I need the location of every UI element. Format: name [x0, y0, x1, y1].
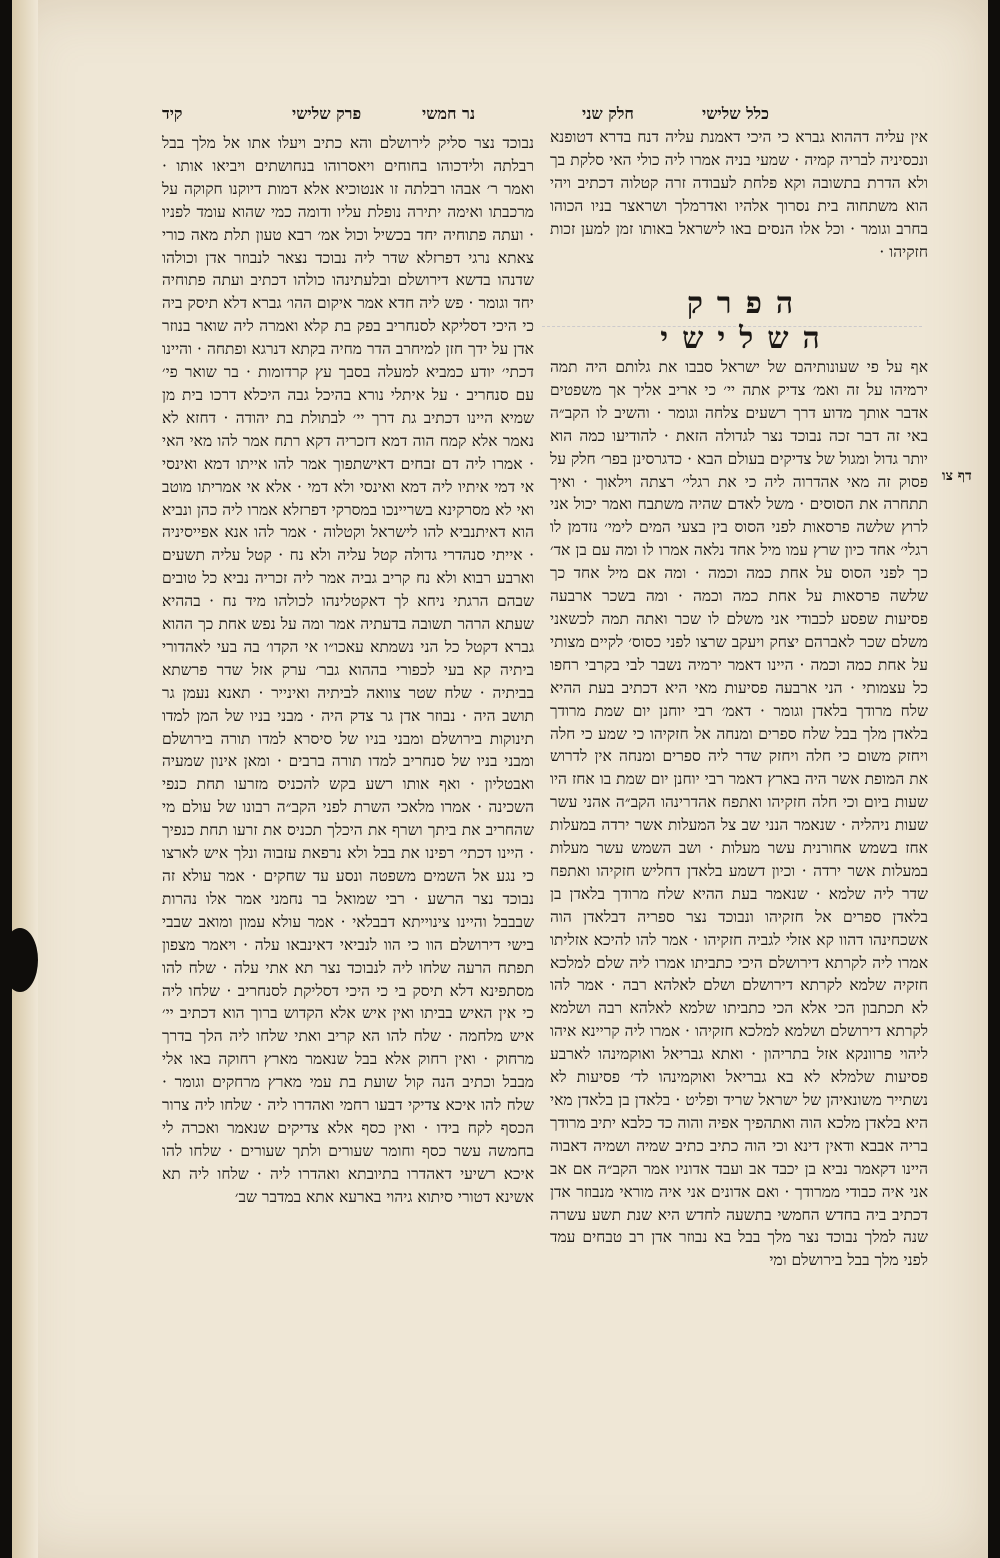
left-column-text: נבוכד נצר סליק לירושלם והא כתיב ויעלו אתו אל מלך בבל רבלתה ולידכוהו בחוחים ויאסרוהו בנחושתים ויביאו אותו · ואמר ר׳ אבהו רבלתה זו אנטוכיא אלא דמות דיוקנו חקוקה על מרכבתו ואימה יתירה נופלת עליו ודומה כמי שהוא עומד לפניו · ועתה פתוחיה יחד בכשיל וכול אמ׳ רבא טעון תלת מאה כורי צאתא נרגי דפרזלא שדר ליה נבוכד נצאר לנבוזר אדן וכולהו שדנהו בדשא דירושלם ובלעתינהו כולהו דכתיב ועתה פתוחיה יחד וגומר · פש ליה חדא אמר איקום ההו׳ גברא דלא תיסק ביה כי היכי דסליקא לסנחריב בפק בת קלא ואמרה ליה שואר בנוזר אדן על ידך חזן למיחרב הדר מחיה בקתא דנרגא ופתחה · והיינו דכתי׳ יודע כמביא למעלה בסבך עץ קרדומות · בר שואר פי׳ עם סנחריב · על איתלי נורא בהיכל גבה היכלא דרכו בית מן שמיא היינו דכתיב גת דרך יי׳ לבתולת בת יהודה · דחזא לא נאמר אלא קמח הוה דמא דזכריה דקא רתח אמר להו מאי האי · אמרו ליה דם זבחים דאישתפוך אמר להו אייתו דמא ואינסי אי דמי איתיו ליה דמא ואינסי ולא דמי · אלא אי אמריתו מוטב ואי לא מסרקינא בשריינכו במסרקי דפרזלא אמרו ליה כהן ונביא הוא דאיתנביא להו לישראל וקטלוה · אמר להו אנא אפייסיניה · אייתי סנהדרי גדולה קטל עליה ולא נח · קטל עליה תשעים וארבע רבוא ולא נח קריב גביה אמר ליה זכריה נביא כל טובים שבהם הרגתי ניחא לך דאקטלינהו לכולהו מיד נח · בההיא שעתא הרהר תשובה בדעתיה אמר ומה על נפש אחת כך ההוא גברא דקטל כל הני נשמתא עאכו״ו אי הקדו׳ בה בעי לאהדורי ביתיה קא בעי לכפורי בההוא גבר׳ ערק אזל שדר פרשתא בביתיה · שלח שטר צוואה לביתיה ואינייר · תאנא נעמן גר תושב היה · נבוזר אדן גר צדק היה · מבני בניו של המן למדו תינוקות בירושלם ומבני בניו של סיסרא למדו תורה בירושלם ומבני בניו של סנחריב למדו תורה ברבים · ומאן אינון שמעיה ואבטליון · ואף אותו רשע בקש להכניס מזרעו תחת כנפי השכינה · אמרו מלאכי השרת לפני הקב״ה רבונו של עולם מי שהחריב את ביתך ושרף את היכלך תכניס את זרעו תחת כנפיך · היינו דכתי׳ רפינו את בבל ולא נרפאת עזבוה ונלך איש לארצו כי נגע אל השמים משפטה ונסע עד שחקים · אמר עולא זה נבוכד נצר הרשע · רבי שמואל בר נחמני אמר אלו נהרות שבבבל והיינו צינוייתא דבבלאי · אמר עולא עמון ומואב שבבי בישי דירושלם הוו כי הוו לנביאי דאינבאו עלה · ויאמר מצפון תפתח הרעה שלחו ליה לנבוכד נצר תא אתי עלה · שלח להו מסתפינא דלא תיסק בי כי היכי דסליקת לסנחריב · שלחו ליה כי אין האיש בביתו ואין איש אלא הקדוש ברוך הוא דכתיב יי׳ איש מלחמה · שלח להו הא קריב ואתי שלחו ליה הלך בדרך מרחוק · ואין רחוק אלא בבל שנאמר מארץ רחוקה באו אלי מבבל וכתיב הנה קול שועת בת עמי מארץ מרחקים וגומר · שלח להו איכא צדיקי דבעו רחמי ואהדרו ליה · שלחו ליה צרור הכסף לקח בידו · ואין כסף אלא צדיקים שנאמר ואכרה לי בחמשה עשר כסף וחומר שעורים ולתך שעורים · שלחו להו איכא רשיעי דאהדרו בתיובתא ואהדרו ליה · שלחו ליה תא אשינא דטורי סיתוא גיהוי בארעא אתא במדבר שב׳	[162, 134, 534, 1206]
page-edge	[12, 0, 38, 1558]
right-text-column-main	[550, 356, 928, 1272]
folio-number: קיד	[162, 104, 183, 123]
right-column-main-text: אף על פי שעונותיהם של ישראל סבבו את גלותם היה תמה ירמיהו על זה ואמ׳ צדיק אתה יי׳ כי אריב אליך אך משפטים אדבר אותך מדוע דרך רשעים צלחה וגומר · והשיב לו הקב״ה באי זה דבר זכה נבוכד נצר לגדולה הזאת · להודיעו כמה הוא יותר גדול ומגול של צדיקים בעולם הבא · כדגרסינן בפר׳ חלק על פסוק זה מאי אהדרוה ליה כי את רגלי׳ רצתה וילאוך · ואיך תתחרה את הסוסים · משל לאדם שהיה משתבח ואמר יכול אני לרוץ שלשה פרסאות לפני הסוס בין בצעי המים לימי׳ נזדמן לו רגלי׳ אחד כיון שרץ עמו מיל אחד נלאה אמרו לו ומה עם בן אד׳ כך לפני הסוס על אחת כמה וכמה · ומה אם מיל אחד כך שלשה פרסאות על אחת כמה וכמה · ומה בשכר ארבעה פסיעות שפסע לכבודי אני משלם לו שכר ואתה תמה לכשאני משלם שכר לאברהם יצחק ויעקב שרצו לפני כסוס׳ לקיים מצותי על אחת כמה וכמה · היינו דאמר ירמיה נשבר לבי בקרבי רחפו כל עצמותי · הני ארבעה פסיעות מאי היא דכתיב בעת ההיא שלח מרודך בלאדן וגומר · דאמ׳ רבי יוחנן יום שמת מרודך בלאדן מלך בבל שלח ספרים ומנחה אל חזקיהו כי שמע כי חלה ויחזק משום כי חלה ויחזק שדר ליה ספרים ומנחה אין לדרוש את המופת אשר היה בארץ דאמר רבי יוחנן יום שמת בו אחז היו שעות ביום וכי חלה חזקיהו ואתפח אהדרינהו הקב״ה אהני עשר שעות ניהליה · שנאמר הנני שב צל המעלות אשר ירדה במעלות אחז בשמש אחורנית עשר מעלות · ושב השמש עשר מעלות במעלות אשר ירדה · וכיון דשמע בלאדן דחליש חזקיהו ואתפח שדר ליה שלמא · שנאמר בעת ההיא שלח מרודך בלאדן בן בלאדן ספרים אל חזקיהו ונבוכד נצר ספריה דבלאדן הוה אשכחינהו דהוו קא אזלי לגביה חזקיהו · אמר להו להיכא אזליתו אמרו ליה לקרתא דירושלם היכי כתביתו אמרו ליה שלם למלכא חזקיה שלמא לקרתא דירושלם ושלם לאלהא רבה · אמר להו לא תכתבון הכי אלא הכי כתביתו שלמא לאלהא רבה ושלמא לקרתא דירושלם ושלמא למלכא חזקיהו · אמרו ליה קריינא איהו ליהוי פרוונקא אזל בתריהון · ואתא גבריאל ואוקמינהו לארבע פסיעות שלמלא לא בא גבריאל ואוקמינהו לד׳ פסיעות לא נשתייר משונאיהן של ישראל שריד ופליט · בלאדן בן בלאדן מאי היא בלאדן מלכא הוה ואתהפיך אפיה והוה כד כלבא יתיב מרודך בריה אבבא ודאין דינא וכי הוה כתיב כתיב שמיה ושמיה דאבוה היינו דקאמר נביא בן יכבד אב ועבד אדוניו אמר הקב״ה אם אב אני איה כבודי ממרודך · ואם אדונים אני איה מוראי מנבוזר אדן דכתיב ביה בחדש החמשי בתשעה לחדש היא שנת תשע עשרה שנה למלך נבוכד נצר מלך בבל בא נבוזר אדן רב טבחים עמד לפני מלך בבל בירושלם ומי	[550, 358, 928, 1270]
rule-label: כלל שלישי	[702, 104, 769, 123]
right-text-column-top	[550, 126, 928, 263]
part-label: חלק שני	[582, 104, 634, 123]
left-text-column	[162, 132, 534, 1209]
chapter-label: פרק שלישי	[292, 104, 362, 123]
chapter-title: הפרק השלישי	[660, 286, 834, 356]
margin-page-reference: דף צו	[942, 468, 972, 484]
manuscript-page	[12, 0, 988, 1558]
tractate-label: נר חמשי	[422, 104, 476, 123]
right-column-top-text: אין עליה דההוא גברא כי היכי דאמנת עליה דנח בדרא דטופנא ונכסיניה לבריה קמיה · שמעי בניה אמרו ליה כולי האי סלקת בך ולא הדרת בתשובה וקא פלחת לעבודה זרה קטלוה דכתיב ויהי הוא משתחוה בית נסרוך אלהיו ואדרמלך ושראצר בניו הכוהו בחרב וגומר · וכל אלו הנסים באו לישראל באותו זמן למען זכות חזקיהו ·	[550, 128, 928, 261]
